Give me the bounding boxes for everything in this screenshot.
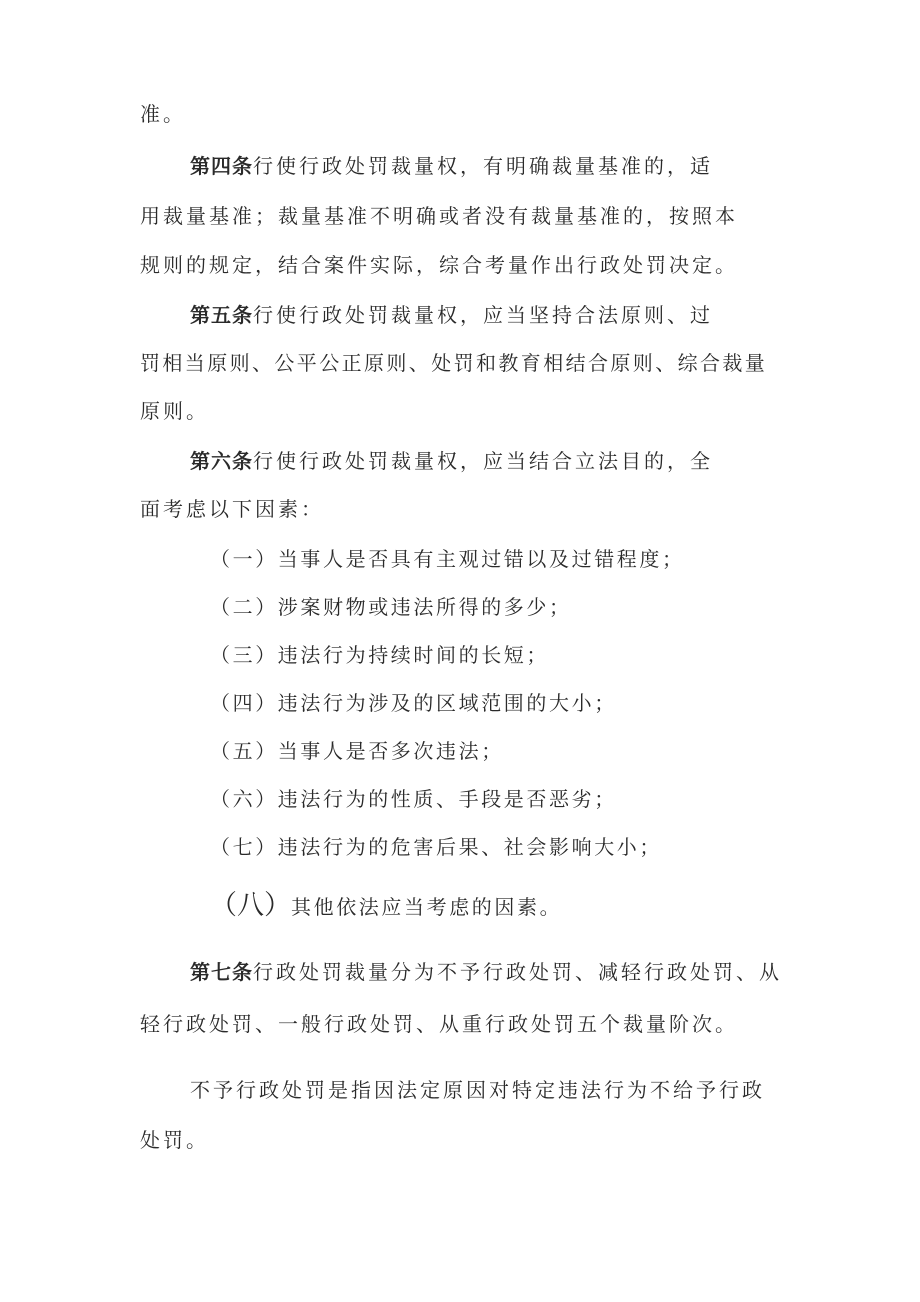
- list-item: [210, 545, 685, 573]
- text-fragment: 行使行政处罚裁量权，应当坚持合法原则、过: [253, 303, 713, 327]
- text-fragment: 其他依法应当考虑的因素。: [291, 895, 563, 919]
- text-fragment: 用裁量基准；裁量基准不明确或者没有裁量基准的，按照本: [140, 204, 738, 228]
- article-7-line-1: [190, 958, 782, 986]
- list-item: [210, 833, 662, 861]
- article-label: 第五条: [190, 303, 253, 327]
- list-item: [210, 785, 617, 813]
- article-label: 第四条: [190, 154, 253, 178]
- article-7-line-2: [140, 1010, 738, 1038]
- text-fragment: 准。: [140, 102, 186, 126]
- text-fragment: （二）涉案财物或违法所得的多少；: [210, 595, 572, 619]
- list-marker: （八）: [210, 890, 291, 921]
- list-item: [210, 689, 617, 717]
- text-fragment: 行政处罚裁量分为不予行政处罚、减轻行政处罚、从: [253, 960, 782, 984]
- text-fragment: （三）违法行为持续时间的长短；: [210, 643, 549, 667]
- text-fragment: 处罚。: [140, 1128, 209, 1152]
- list-item: [210, 641, 549, 669]
- paragraph-line-2: [140, 1126, 209, 1154]
- article-4-line-2: [140, 202, 738, 230]
- article-6-line-2: [140, 495, 324, 523]
- article-4-line-3: [140, 251, 738, 279]
- article-label: 第七条: [190, 960, 253, 984]
- text-fragment: 行使行政处罚裁量权，应当结合立法目的，全: [253, 449, 713, 473]
- text-fragment: 规则的规定，结合案件实际，综合考量作出行政处罚决定。: [140, 253, 738, 277]
- text-fragment: 罚相当原则、公平公正原则、处罚和教育相结合原则、综合裁量: [140, 351, 768, 375]
- list-item: [210, 593, 572, 621]
- article-5-line-3: [140, 397, 209, 425]
- article-4-line-1: [190, 152, 713, 180]
- text-fragment: 轻行政处罚、一般行政处罚、从重行政处罚五个裁量阶次。: [140, 1012, 738, 1036]
- text-fragment: （四）违法行为涉及的区域范围的大小；: [210, 691, 617, 715]
- article-6-line-1: [190, 447, 713, 475]
- text-fragment: （七）违法行为的危害后果、社会影响大小；: [210, 835, 662, 859]
- text-fragment: 不予行政处罚是指因法定原因对特定违法行为不给予行政: [190, 1078, 765, 1102]
- text-fragment: （一）当事人是否具有主观过错以及过错程度；: [210, 547, 685, 571]
- text-fragment: 面考虑以下因素：: [140, 497, 324, 521]
- text-fragment: 原则。: [140, 399, 209, 423]
- text-fragment: （六）违法行为的性质、手段是否恶劣；: [210, 787, 617, 811]
- paragraph-line-1: [190, 1076, 765, 1104]
- text-line: [140, 100, 186, 128]
- list-item: [210, 737, 504, 765]
- text-fragment: （五）当事人是否多次违法；: [210, 739, 504, 763]
- list-item: [210, 892, 562, 921]
- article-label: 第六条: [190, 449, 253, 473]
- article-5-line-2: [140, 349, 767, 377]
- text-fragment: 行使行政处罚裁量权，有明确裁量基准的，适: [253, 154, 713, 178]
- article-5-line-1: [190, 301, 713, 329]
